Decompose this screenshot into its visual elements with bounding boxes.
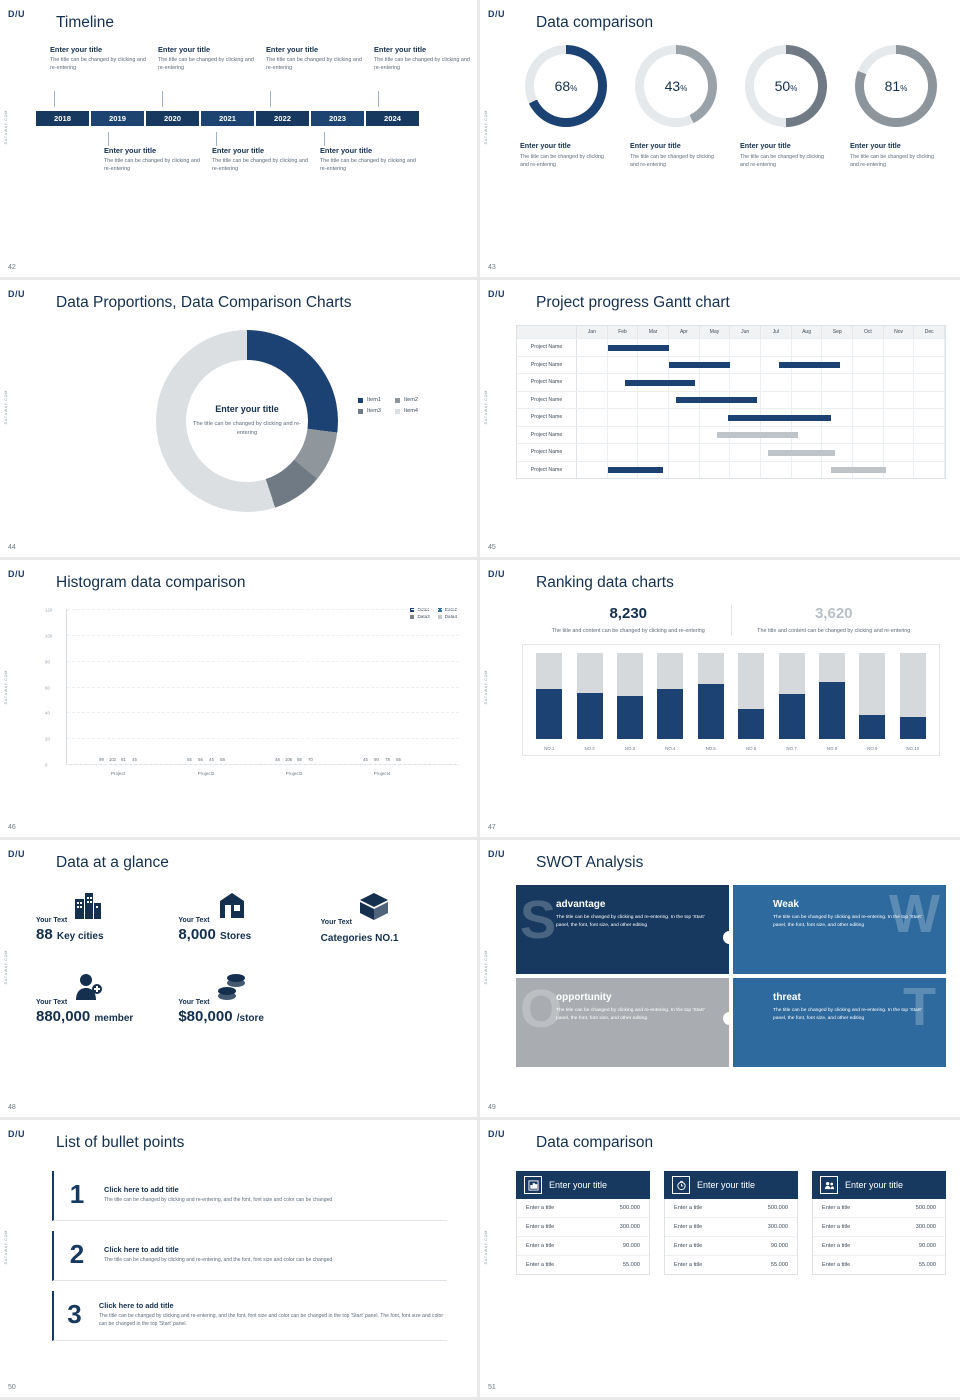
logo: D/U [488, 289, 505, 299]
gauge-item[interactable] [850, 45, 942, 170]
swot-text: The title can be changed by clicking and re-entering. In the top 'Start' panel, the font, font size, and other editing [556, 915, 705, 928]
side-label: DATAWAY.COM [484, 670, 488, 705]
timeline-item-text: The title can be changed by clicking and re-entering [320, 158, 416, 172]
page-number: 50 [8, 1384, 16, 1391]
glance-label: Your Text [36, 999, 68, 1006]
swot-letter: O [520, 979, 563, 1039]
histogram-chart [36, 605, 463, 785]
page-title: Data comparison [536, 1134, 654, 1151]
donut-center-text: The title can be changed by clicking and re-entering [193, 421, 301, 436]
gauge-item[interactable] [740, 45, 832, 170]
glance-grid [36, 885, 463, 1025]
page-number: 46 [8, 824, 16, 831]
slide-histogram[interactable] [0, 560, 480, 840]
timeline-bottom-items [36, 132, 463, 192]
timeline-item[interactable] [212, 146, 312, 174]
table-row[interactable] [517, 391, 945, 409]
gantt-row-label: Project Name [517, 374, 577, 391]
timeline-year[interactable]: 2018 [36, 111, 89, 126]
page-number: 51 [488, 1384, 496, 1391]
gantt-bar [676, 397, 757, 403]
timeline-connector [216, 132, 217, 146]
timeline-item-title: Enter your title [158, 45, 211, 54]
page-number: 45 [488, 544, 496, 551]
gantt-bar [717, 432, 798, 438]
chart-axes: 120 100 80 60 40 20 0 99 102 81 45 Project 55 66 45 58 Project2 48 106 88 70 Project3 45 90 78 65 Project4 [66, 609, 459, 765]
legend-item: Data2 [438, 607, 457, 612]
page-number: 47 [488, 824, 496, 831]
people-icon [820, 1176, 838, 1194]
glance-value: 8,000 Stores [178, 926, 252, 943]
stat-text: The title and content can be changed by clicking and re-entering [551, 628, 705, 634]
table-row[interactable]: Enter a title 90.000 [813, 1237, 945, 1256]
swot-title: Weak [773, 899, 799, 910]
page-title: Ranking data charts [536, 574, 674, 591]
page-title: Histogram data comparison [56, 574, 246, 591]
gantt-month: Feb [608, 326, 639, 338]
table-row[interactable] [517, 356, 945, 374]
legend-item: Item3 [358, 408, 381, 414]
gantt-month: Sep [822, 326, 853, 338]
gantt-row-label: Project Name [517, 462, 577, 479]
timeline-item-text: The title can be changed by clicking and re-entering [374, 57, 470, 71]
page-number: 42 [8, 264, 16, 271]
swot-threat[interactable] [733, 978, 946, 1067]
table-row[interactable] [517, 373, 945, 391]
timeline-item-title: Enter your title [212, 146, 265, 155]
gauge-text: The title can be changed by clicking and re-entering [630, 154, 714, 168]
timeline-item-text: The title can be changed by clicking and re-entering [158, 57, 254, 71]
ranking-bar[interactable] [617, 653, 643, 739]
gantt-bar [608, 467, 663, 473]
column-title: Enter your title [845, 1180, 904, 1190]
clock-icon [672, 1176, 690, 1194]
timeline-item-text: The title can be changed by clicking and re-entering [266, 57, 362, 71]
gauge-title: Enter your title [630, 141, 681, 150]
legend-item: Item4 [395, 408, 418, 414]
ranking-bar[interactable] [698, 653, 724, 739]
page-number: 44 [8, 544, 16, 551]
donut-ring [635, 45, 717, 127]
glance-label: Your Text [178, 999, 210, 1006]
slide-swot[interactable] [480, 840, 960, 1120]
ranking-labels: NO.1 NO.2 NO.3 NO.4 NO.5 NO.6 NO.7 NO.8 NO.9 NO.10 [544, 745, 920, 751]
logo: D/U [488, 9, 505, 19]
logo: D/U [488, 1129, 505, 1139]
list-item[interactable] [52, 1171, 447, 1221]
glance-label: Your Text [36, 917, 68, 924]
user-icon [73, 971, 103, 1006]
gantt-row-label: Project Name [517, 392, 577, 409]
logo: D/U [8, 1129, 25, 1139]
gauge-title: Enter your title [740, 141, 791, 150]
stat-text: The title and content can be changed by clicking and re-entering [757, 628, 911, 634]
page-number: 43 [488, 264, 496, 271]
ranking-bar[interactable] [900, 653, 926, 739]
side-label: DATAWAY.COM [484, 1230, 488, 1265]
ranking-bar[interactable] [779, 653, 805, 739]
logo: D/U [488, 569, 505, 579]
timeline-year-bar [36, 111, 463, 126]
gantt-month: Jul [761, 326, 792, 338]
donut-center-title: Enter your title [215, 404, 279, 415]
glance-value: Categories NO.1 [320, 933, 399, 944]
swot-letter: S [520, 890, 557, 950]
glance-value: 880,000 member [36, 1008, 134, 1025]
side-label: DATAWAY.COM [484, 390, 488, 425]
gantt-bar [779, 362, 840, 368]
donut-ring [745, 45, 827, 127]
swot-title: opportunity [556, 992, 612, 1003]
glance-label: Your Text [320, 919, 352, 926]
glance-item[interactable] [321, 891, 463, 945]
stat-value: 8,230 [609, 605, 648, 622]
gantt-month: Jun [730, 326, 761, 338]
slide-bullets[interactable] [0, 1120, 480, 1400]
bullet-text: The title can be changed by clicking and re-entering, and the font, font size and color can be changed [104, 1196, 333, 1203]
chart-legend [358, 397, 418, 414]
table-row[interactable] [517, 461, 945, 479]
slide-ranking[interactable] [480, 560, 960, 840]
timeline-item-title: Enter your title [104, 146, 157, 155]
table-row[interactable] [517, 408, 945, 426]
timeline-item-title: Enter your title [374, 45, 427, 54]
swot-opportunity[interactable] [516, 978, 729, 1067]
timeline-item[interactable] [266, 45, 366, 73]
timeline-year[interactable]: 2019 [91, 111, 144, 126]
gauge-title: Enter your title [850, 141, 901, 150]
gantt-month: Jan [577, 326, 608, 338]
column-title: Enter your title [549, 1180, 608, 1190]
gantt-month: Aug [792, 326, 823, 338]
ranking-stats [516, 605, 946, 644]
page-number: 48 [8, 1104, 16, 1111]
gauge-item[interactable] [520, 45, 612, 170]
ranking-bar[interactable] [577, 653, 603, 739]
swot-title: threat [773, 992, 801, 1003]
glance-item[interactable] [36, 971, 178, 1025]
page-number: 49 [488, 1104, 496, 1111]
swot-strength[interactable] [516, 885, 729, 974]
slide-data-comparison-gauges[interactable] [480, 0, 960, 280]
gantt-row-label: Project Name [517, 444, 577, 461]
bullet-number: 2 [69, 1239, 85, 1269]
gantt-header [517, 326, 945, 338]
comparison-column[interactable] [664, 1171, 798, 1275]
store-icon [216, 891, 248, 924]
glance-value: $80,000 /store [178, 1008, 264, 1025]
gauge-value: 68% [554, 78, 578, 94]
stat-value: 3,620 [814, 605, 853, 622]
page-title: Timeline [56, 14, 114, 31]
page-title: SWOT Analysis [536, 854, 644, 871]
comparison-column[interactable] [516, 1171, 650, 1275]
table-row[interactable]: Enter a title 500.000 [665, 1199, 797, 1218]
gauge-value: 50% [774, 78, 798, 94]
slide-gantt[interactable] [480, 280, 960, 560]
swot-letter: W [889, 885, 940, 944]
table-row[interactable]: Enter a title 300.000 [813, 1218, 945, 1237]
gauge-list [516, 45, 946, 170]
swot-text: The title can be changed by clicking and re-entering. In the top 'Start' panel, the font, font size, and other editing [773, 1008, 922, 1021]
logo: D/U [8, 849, 25, 859]
gauge-text: The title can be changed by clicking and re-entering [740, 154, 824, 168]
timeline-item[interactable] [158, 45, 258, 73]
bullet-number: 1 [69, 1179, 85, 1209]
gantt-row-label: Project Name [517, 409, 577, 426]
bullet-title: Click here to add title [98, 1300, 174, 1310]
legend-item: Data1 [410, 607, 429, 612]
stat-card[interactable] [732, 605, 937, 636]
timeline-connector [108, 132, 109, 146]
glance-item[interactable] [178, 971, 320, 1025]
gantt-row-label: Project Name [517, 427, 577, 444]
side-label: DATAWAY.COM [4, 110, 8, 145]
gantt-bar [831, 467, 886, 473]
table-row[interactable]: Enter a title 55.000 [822, 1262, 936, 1268]
side-label: DATAWAY.COM [484, 950, 488, 985]
column-header[interactable] [812, 1171, 946, 1199]
page-title: Project progress Gantt chart [536, 294, 730, 311]
gantt-month: Mar [638, 326, 669, 338]
side-label: DATAWAY.COM [4, 950, 8, 985]
ranking-bar[interactable] [536, 653, 562, 739]
timeline-item-text: The title can be changed by clicking and re-entering [212, 158, 308, 172]
swot-text: The title can be changed by clicking and re-entering. In the top 'Start' panel, the font, font size, and other editing [556, 1008, 705, 1021]
gantt-bar [728, 415, 831, 421]
column-title: Enter your title [697, 1180, 756, 1190]
page-title: Data Proportions, Data Comparison Charts [56, 294, 352, 311]
glance-item[interactable] [178, 891, 320, 945]
glance-value: 88 Key cities [36, 926, 104, 943]
swot-letter: T [903, 978, 936, 1037]
legend-item: Data4 [438, 614, 457, 619]
timeline-year[interactable]: 2020 [146, 111, 199, 126]
logo: D/U [8, 289, 25, 299]
table-row[interactable]: Enter a title 500.000 [813, 1199, 945, 1218]
swot-weakness[interactable] [733, 885, 946, 974]
table-row[interactable] [517, 426, 945, 444]
column-header[interactable] [516, 1171, 650, 1199]
gantt-bar [608, 345, 669, 351]
gauge-text: The title can be changed by clicking and re-entering [850, 154, 934, 168]
gantt-month: May [700, 326, 731, 338]
donut-chart [36, 325, 463, 525]
logo: D/U [488, 849, 505, 859]
timeline-connector [324, 132, 325, 146]
list-item[interactable] [52, 1231, 447, 1281]
bullet-title: Click here to add title [104, 1184, 179, 1194]
page-title: Data comparison [536, 14, 654, 31]
timeline-item-title: Enter your title [50, 45, 103, 54]
list-item[interactable] [52, 1291, 447, 1341]
gantt-bar [625, 380, 695, 386]
timeline-connector [270, 91, 271, 107]
slide-data-glance[interactable] [0, 840, 480, 1120]
logo: D/U [8, 9, 25, 19]
table-row[interactable]: Enter a title 90.000 [665, 1237, 797, 1256]
ranking-bar[interactable] [859, 653, 885, 739]
table-row[interactable]: Enter a title 55.000 [526, 1262, 640, 1268]
box-icon [358, 891, 390, 926]
timeline-year[interactable]: 2022 [256, 111, 309, 126]
timeline-item-text: The title can be changed by clicking and re-entering [104, 158, 200, 172]
gantt-bar [768, 450, 834, 456]
slide-data-comparison-tables[interactable] [480, 1120, 960, 1400]
page-title: Data at a glance [56, 854, 169, 871]
gauge-value: 81% [884, 78, 908, 94]
glance-item[interactable] [36, 891, 178, 945]
legend-item: Item2 [395, 397, 418, 403]
timeline-year[interactable]: 2024 [366, 111, 419, 126]
timeline-year[interactable]: 2023 [311, 111, 364, 126]
timeline-top-items [36, 45, 470, 107]
gantt-month: Oct [853, 326, 884, 338]
timeline-item-title: Enter your title [266, 45, 319, 54]
stat-card[interactable] [526, 605, 732, 636]
bullet-title: Click here to add title [104, 1244, 179, 1254]
timeline-item[interactable] [104, 146, 204, 174]
table-row[interactable] [517, 443, 945, 461]
gantt-table [516, 325, 946, 479]
side-label: DATAWAY.COM [4, 1230, 8, 1265]
side-label: DATAWAY.COM [484, 110, 488, 145]
chart-icon [524, 1176, 542, 1194]
bullet-text: The title can be changed by clicking and re-entering, and the font, font size and color can be changed in the top 'Start' panel. The font, font size and color can be changed in the top 'Start' panel. [98, 1312, 444, 1327]
donut-ring [525, 45, 607, 127]
legend-item: Item1 [358, 397, 381, 403]
table-row[interactable]: Enter a title 300.000 [517, 1218, 649, 1237]
donut-ring [855, 45, 937, 127]
glance-label: Your Text [178, 917, 210, 924]
swot-text: The title can be changed by clicking and re-entering. In the top 'Start' panel, the font, font size, and other editing [773, 915, 922, 928]
gantt-month: Apr [669, 326, 700, 338]
side-label: DATAWAY.COM [4, 670, 8, 705]
gantt-row-label: Project Name [517, 357, 577, 374]
ranking-bar[interactable] [819, 653, 845, 739]
slide-data-proportions[interactable] [0, 280, 480, 560]
timeline-item-title: Enter your title [320, 146, 373, 155]
swot-grid [516, 885, 946, 1067]
page-title: List of bullet points [56, 1134, 185, 1151]
ranking-chart [522, 644, 940, 756]
gantt-row-label: Project Name [517, 339, 577, 356]
gantt-month: Nov [884, 326, 915, 338]
bullet-text: The title can be changed by clicking and re-entering, and the font, font size and color can be changed [104, 1256, 333, 1263]
swot-title: advantage [556, 899, 606, 910]
city-icon [73, 891, 103, 924]
gauge-item[interactable] [630, 45, 722, 170]
gauge-title: Enter your title [520, 141, 571, 150]
column-header[interactable] [664, 1171, 798, 1199]
table-row[interactable] [517, 338, 945, 356]
timeline-connector [378, 91, 379, 107]
gauge-value: 43% [664, 78, 688, 94]
table-row[interactable]: Enter a title 55.000 [674, 1262, 788, 1268]
timeline-item[interactable] [374, 45, 474, 73]
timeline-year[interactable]: 2021 [201, 111, 254, 126]
timeline-connector [162, 91, 163, 107]
comparison-column[interactable] [812, 1171, 946, 1275]
gantt-month: Dec [914, 326, 945, 338]
gantt-bar [669, 362, 730, 368]
table-row[interactable]: Enter a title 500.000 [517, 1199, 649, 1218]
gauge-text: The title can be changed by clicking and re-entering [520, 154, 604, 168]
ranking-bar[interactable] [738, 653, 764, 739]
bullet-number: 3 [67, 1299, 82, 1329]
side-label: DATAWAY.COM [4, 390, 8, 425]
timeline-item-text: The title can be changed by clicking and re-entering [50, 57, 146, 71]
bullet-list [52, 1165, 447, 1341]
logo: D/U [8, 569, 25, 579]
slide-timeline[interactable] [0, 0, 480, 280]
timeline-connector [54, 91, 55, 107]
coins-icon [216, 971, 248, 1006]
legend-item: Data3 [410, 614, 429, 619]
timeline-item[interactable] [50, 45, 150, 73]
comparison-columns [516, 1165, 946, 1275]
ranking-bar[interactable] [657, 653, 683, 739]
timeline-item[interactable] [320, 146, 420, 174]
table-row[interactable]: Enter a title 300.000 [665, 1218, 797, 1237]
table-row[interactable]: Enter a title 90.000 [517, 1237, 649, 1256]
